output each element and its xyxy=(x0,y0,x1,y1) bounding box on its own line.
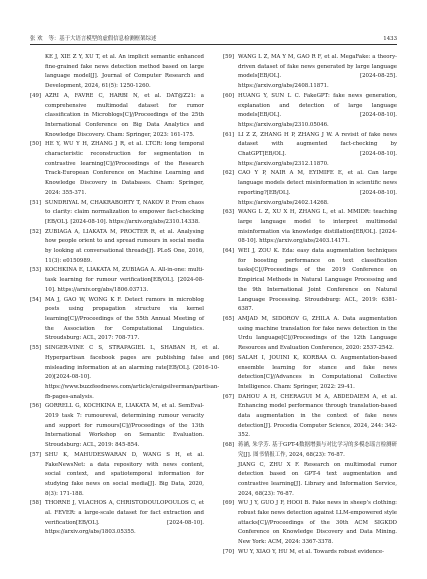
reference-entry xyxy=(30,451,204,500)
reference-entry xyxy=(30,266,204,295)
reference-entry xyxy=(223,548,397,558)
reference-text: SUNDRIYAL M, CHAKRABORTY T, NAKOV P. From chaos to clarity: claim normalization to empower fact-checking [EB/OL]. [2024-08-10]. https://arxiv.org/abs/2310.14338. xyxy=(45,199,204,225)
page-number: 1433 xyxy=(383,36,397,42)
reference-continuation xyxy=(30,53,204,92)
reference-text: WEI J, ZOU K. Eda: easy data augmentation techniques for boosting performance on text classification tasks[C]//Proceedings of the 2019 Conference on Empirical Methods in Natural Language Processing and the 9th International Joint Conference on Natural Language Processing. Stroudsburg: ACL, 2019: 6381-6387. xyxy=(238,248,397,313)
reference-entry xyxy=(30,199,204,228)
reference-text: MA J, GAO W, WONG K F. Detect rumors in microblog posts using propagation structure via kernel learning[C]//Proceedings of the 55th Annual Meeting of the Association for Computational Linguistics. Stroudsburg: ACL, 2017: 708-717. xyxy=(45,296,204,342)
reference-number: [66] xyxy=(223,354,235,361)
reference-entry xyxy=(223,441,397,460)
reference-number: [61] xyxy=(223,131,235,138)
left-column xyxy=(30,53,220,569)
reference-entry xyxy=(223,131,397,170)
reference-entry xyxy=(30,402,204,451)
reference-text: AMJAD M, SIDOROV G, ZHILA A. Data augmentation using machine translation for fake news detection in the Urdu language[C]//Proceedings of the 12th Language Resources and Evaluation Conference, 2020: 2537-2542. xyxy=(238,315,397,352)
reference-number: [67] xyxy=(223,393,235,400)
header-separator: 等： xyxy=(48,36,60,42)
reference-text: WU Y, XIAO Y, HU M, et al. Towards robust evidence- xyxy=(238,548,384,555)
references-body xyxy=(30,53,397,569)
reference-entry xyxy=(30,140,204,198)
reference-entry xyxy=(30,228,204,267)
reference-entry xyxy=(223,169,397,208)
reference-number: [60] xyxy=(223,92,235,99)
header-author: 张 欢 xyxy=(30,36,43,42)
reference-entry xyxy=(223,53,397,92)
reference-entry xyxy=(30,296,204,345)
reference-text: LI Z Z, ZHANG H P, ZHANG J W. A revisit of fake news dataset with augmented fact-checking by ChatGPT[EB/OL]. [2024-08-10]. https://arxiv.org/abs/2312.11870. xyxy=(238,131,397,167)
reference-number: [56] xyxy=(30,403,42,410)
reference-number: [51] xyxy=(30,199,42,206)
reference-text: ZUBIAGA A, LIAKATA M, PROCTER R, et al. Analysing how people orient to and spread rumours in social media by looking at conversational threads[J]. PLoS One, 2016, 11(3): e0150989. xyxy=(45,228,204,264)
reference-number: [65] xyxy=(223,315,235,322)
reference-entry xyxy=(223,499,397,548)
reference-number: [50] xyxy=(30,141,42,148)
reference-entry xyxy=(223,208,397,247)
reference-text: SINGER-VINE C S, STRAPAGIEL L, SHABAN H, et al. Hyperpartisan facebook pages are publishing false and misleading information at an alarming rate[EB/OL]. (2016-10-20)[2024-08-10]. https://www.buzzfeednews.com/article/craigsilverman/partisan-fb-pages-analysis. xyxy=(45,345,220,400)
reference-number: [53] xyxy=(30,267,42,274)
reference-number: [69] xyxy=(223,500,235,507)
reference-entry xyxy=(223,92,397,131)
reference-number: [64] xyxy=(223,248,235,255)
running-header-left xyxy=(30,34,162,42)
reference-entry xyxy=(30,499,204,538)
reference-text: THORNE J, VLACHOS A, CHRISTODOULOPOULOS C, et al. FEVER: a large-scale dataset for fact extraction and verification[EB/OL]. [2024-08-10]. https://arxiv.org/abs/1803.05355. xyxy=(45,500,204,536)
reference-text: HE Y, WU Y H, ZHANG J R, et al. LTCR: long temporal characteristic reconstruction for segmentation in contrastive learning[C]//Proceedings of the Research Track-European Conference on Machine Learning and Knowledge Discovery in Databases. Cham: Springer, 2024: 355-371. xyxy=(45,141,204,196)
reference-number: [55] xyxy=(30,345,42,352)
right-column xyxy=(223,53,397,569)
header-title: 基于大语言模型的虚假信息检测框架综述 xyxy=(59,36,157,42)
reference-entry xyxy=(223,315,397,354)
reference-number: [54] xyxy=(30,296,42,303)
reference-continuation xyxy=(223,461,397,500)
reference-text: KOCHKINA E, LIAKATA M, ZUBIAGA A. All-in-one: multi-task learning for rumour verification[EB/OL]. [2024-08-10]. https://arxiv.org/abs/1806.03713. xyxy=(45,267,204,293)
reference-text: CAO Y P, NAIR A M, EYIMIFE E, et al. Can large language models detect misinformation in scientific news reporting?[EB/OL]. [2024-08-10]. https://arxiv.org/abs/2402.14268. xyxy=(238,170,397,206)
reference-number: [68] xyxy=(223,442,235,449)
reference-entry xyxy=(30,344,220,402)
reference-text: 蒋涵, 朱学芳. 基于GPT-4数据增强与对比学习的多模态谣言检测研究[J]. 图书情报工作, 2024, 68(23): 76-87. xyxy=(238,442,397,458)
reference-number: [49] xyxy=(30,92,42,99)
reference-text: WANG L Z, MA Y M, GAO R F, et al. MegaFake: a theory-driven dataset of fake news generated by large language models[EB/OL]. [2024-08-25]. https://arxiv.org/abs/2408.11871. xyxy=(238,54,397,90)
reference-entry xyxy=(223,247,397,315)
reference-number: [63] xyxy=(223,209,235,216)
reference-text: JIANG C, ZHU X F. Research on multimodal rumor detection based on GPT-4 text augmentation and contrastive learning[J]. Library and Information Service, 2024, 68(23): 76-87. xyxy=(238,461,397,497)
reference-text: WU J Y, GUO J F, HOOI B. Fake news in sheep’s clothing: robust fake news detection against LLM-empowered style attacks[C]//Proceedings of the 30th ACM SIGKDD Conference on Knowledge Discovery and Data Mining. New York: ACM, 2024: 3367-3378. xyxy=(238,500,397,546)
reference-text: WANG L Z, XU X H, ZHANG L, et al. MMIDR: teaching large language model to interpret multimodal misinformation via knowledge distillation[EB/OL]. [2024-08-10]. https://arxiv.org/abs/2403.14171. xyxy=(238,209,397,245)
reference-number: [70] xyxy=(223,548,235,555)
header-rule xyxy=(30,44,397,45)
reference-text: HUANG Y, SUN L C. FakeGPT: fake news generation, explanation and detection of large language models[EB/OL]. [2024-08-10]. https://arxiv.org/abs/2310.05046. xyxy=(238,92,397,128)
reference-number: [62] xyxy=(223,170,235,177)
running-header xyxy=(30,34,397,42)
reference-entry xyxy=(223,354,397,393)
reference-entry xyxy=(223,393,397,442)
reference-number: [57] xyxy=(30,451,42,458)
reference-text: GORRELL G, KOCHKINA E, LIAKATA M, et al. SemEval-2019 task 7: rumoureval, determining rumour veracity and support for rumours[C]//Proceedings of the 13th International Workshop on Semantic Evaluation. Stroudsburg: ACL, 2019: 845-854. xyxy=(45,403,204,449)
reference-text: AZRI A, FAVRE C, HARBI N, et al. DAT@Z21: a comprehensive multimodal dataset for rumor classification in Microblogs[C]//Proceedings of the 25th International Conference on Big Data Analytics and Knowledge Discovery. Cham: Springer, 2023: 161-175. xyxy=(45,92,204,138)
reference-text: SHU K, MAHUDESWARAN D, WANG S H, et al. FakeNewsNet: a data repository with news content, social context, and spatiotemporal information for studying fake news on social media[J]. Big Data, 2020, 8(3): 171-188. xyxy=(45,451,204,497)
reference-entry xyxy=(30,92,204,141)
reference-number: [52] xyxy=(30,228,42,235)
reference-text: SALAH I, JOUINI K, KORBAA O. Augmentation-based ensemble learning for stance and fake news detection[C]//Advances in Computational Collective Intelligence. Cham: Springer, 2022: 29-41. xyxy=(238,354,397,390)
reference-text: DAHOU A H, CHERAGUI M A, ABDEDAIEM A, et al. Enhancing model performance through translation-based data augmentation in the context of fake news detection[J]. Procedia Computer Science, 2024, 244: 342-352. xyxy=(238,393,397,439)
reference-number: [59] xyxy=(223,54,235,60)
reference-text: KE J, XIE Z Y, XU T, et al. An implicit semantic enhanced fine-grained fake news detection method based on large language model[J]. Journal of Computer Research and Development, 2024, 61(5): 1250-1260. xyxy=(45,54,204,90)
reference-number: [58] xyxy=(30,500,42,507)
